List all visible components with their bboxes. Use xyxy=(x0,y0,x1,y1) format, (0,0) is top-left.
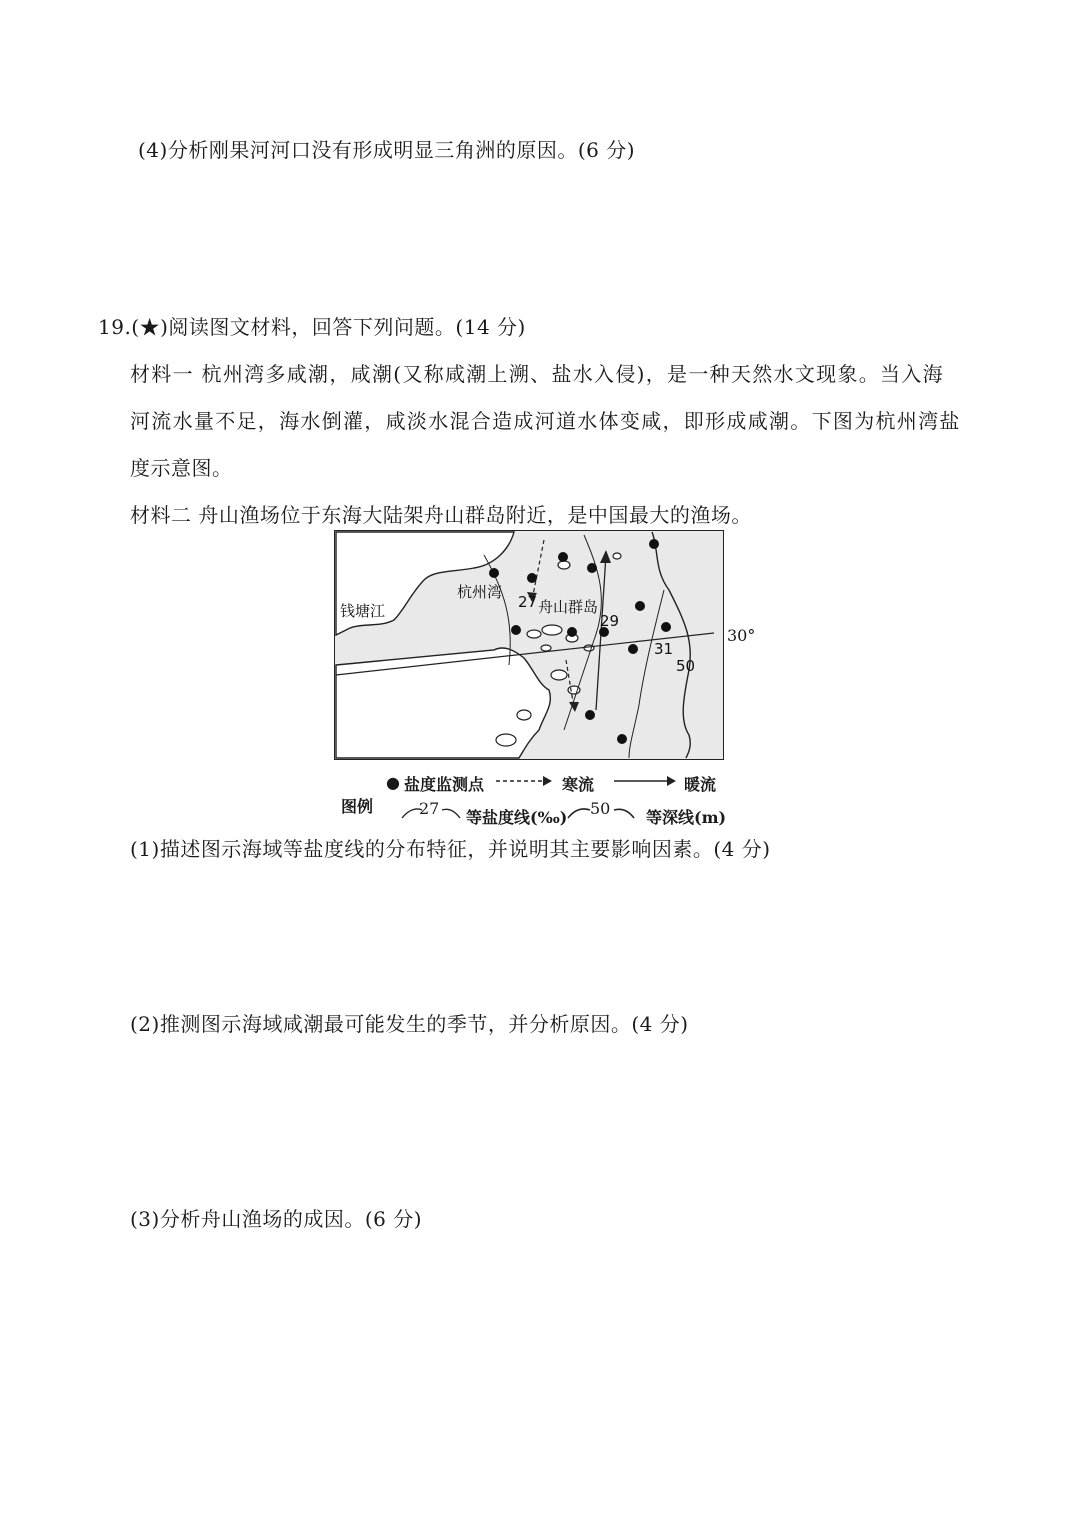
label-27: 27 xyxy=(518,593,538,611)
legend-title: 图例 xyxy=(341,797,374,816)
q19-header: 19.(★)阅读图文材料，回答下列问题。(14 分) xyxy=(98,315,526,339)
legend-warm-arrow xyxy=(612,772,678,790)
q18-part4: (4)分析刚果河河口没有形成明显三角洲的原因。(6 分) xyxy=(138,138,636,162)
material1-line1: 材料一 杭州湾多咸潮，咸潮(又称咸潮上溯、盐水入侵)，是一种天然水文现象。当入海 xyxy=(130,362,944,386)
legend-isobath-label: 等深线(m) xyxy=(646,808,727,827)
legend-station-dot: ● xyxy=(386,773,400,792)
legend-station-label: 盐度监测点 xyxy=(404,775,485,794)
legend-warm-label: 暖流 xyxy=(684,775,717,794)
label-zhoushan: 舟山群岛 xyxy=(538,598,599,616)
material1-line2: 河流水量不足，海水倒灌，咸淡水混合造成河道水体变咸，即形成咸潮。下图为杭州湾盐 xyxy=(130,409,961,433)
label-31: 31 xyxy=(654,640,674,658)
legend-isobath-value: 50 xyxy=(590,799,611,818)
q19-part1: (1)描述图示海域等盐度线的分布特征，并说明其主要影响因素。(4 分) xyxy=(130,837,771,861)
material1-line3: 度示意图。 xyxy=(130,456,233,480)
salinity-map xyxy=(334,530,724,760)
latitude-label: 30° xyxy=(727,626,756,645)
legend-isohaline-label: 等盐度线(‰) xyxy=(466,808,568,827)
label-hangzhouwan: 杭州湾 xyxy=(457,583,503,601)
label-qiantang: 钱塘江 xyxy=(340,602,386,620)
label-50: 50 xyxy=(676,657,696,675)
q19-part3: (3)分析舟山渔场的成因。(6 分) xyxy=(130,1207,423,1231)
material2: 材料二 舟山渔场位于东海大陆架舟山群岛附近，是中国最大的渔场。 xyxy=(130,503,752,527)
legend-isohaline-value: 27 xyxy=(419,799,440,818)
q19-part2: (2)推测图示海域咸潮最可能发生的季节，并分析原因。(4 分) xyxy=(130,1012,689,1036)
legend-cold-arrow xyxy=(494,772,554,790)
south-land xyxy=(336,648,550,758)
legend-cold-label: 寒流 xyxy=(562,775,595,794)
label-29: 29 xyxy=(600,612,620,630)
